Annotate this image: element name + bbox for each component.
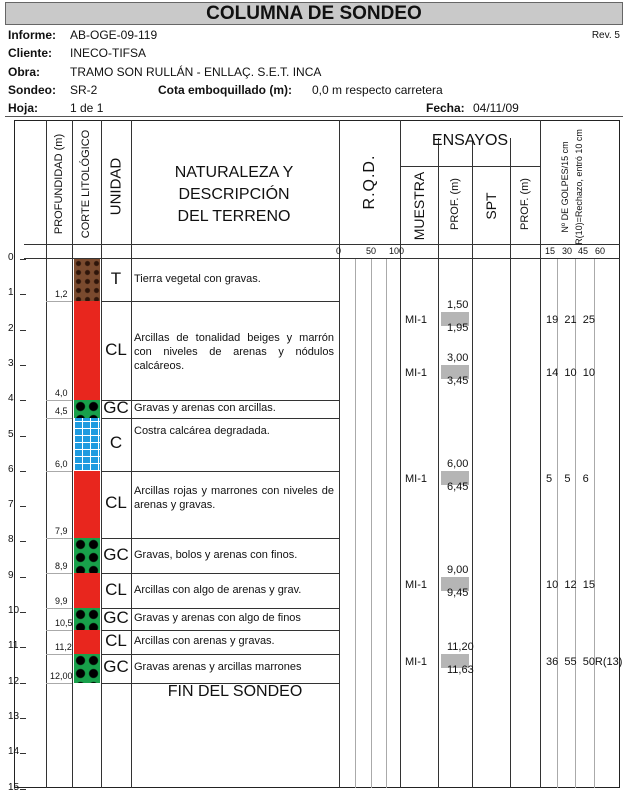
sample-bottom-depth: 3,45: [447, 374, 469, 387]
unit-label: CL: [105, 493, 127, 513]
depth-tick-mark: [20, 259, 26, 260]
sample-top-depth: 6,00: [447, 457, 469, 470]
layer-depth-line: [46, 630, 72, 631]
sample-type: MI-1: [405, 656, 427, 669]
layer-description: Gravas arenas y arcillas marrones: [134, 661, 302, 674]
cliente-label: Cliente:: [8, 46, 53, 60]
lithology-layer: [74, 259, 100, 301]
lithology-layer: [74, 471, 100, 538]
layer-boundary: [101, 630, 339, 631]
naturaleza-header-line1: NATURALEZA Y DESCRIPCIÓN: [174, 164, 294, 203]
depth-tick-mark: [20, 718, 26, 719]
layer-description: Gravas y arenas con arcillas.: [134, 402, 276, 415]
spt-blows: 14 10 10: [546, 366, 595, 379]
depth-tick: 5: [8, 428, 14, 440]
sample-top-depth: 11,20: [447, 641, 474, 654]
layer-depth-label: 12,00: [50, 670, 73, 681]
layer-depth-line: [46, 573, 72, 574]
lithology-layer: [74, 538, 100, 573]
unit-label: CL: [105, 631, 127, 650]
spt-blows: 19 21 25: [546, 313, 595, 326]
fecha-value: 04/11/09: [473, 101, 519, 115]
cota-value: 0,0 m respecto carretera: [312, 83, 443, 97]
lithology-layer: [74, 400, 100, 418]
depth-tick-mark: [20, 612, 26, 613]
layer-boundary: [101, 301, 339, 302]
prof1-header: PROF. (m): [449, 178, 461, 230]
layer-description: Arcillas de tonalidad beiges y marrón con niveles de arenas y nódulos calcáreos.: [134, 331, 334, 372]
sample-top-depth: 3,00: [447, 351, 469, 364]
depth-tick-mark: [20, 753, 26, 754]
layer-depth-line: [46, 608, 72, 609]
depth-tick: 14: [8, 746, 20, 758]
depth-tick-mark: [20, 294, 26, 295]
golpes-scale-30: 30: [562, 246, 573, 256]
sondeo-label: Sondeo:: [8, 83, 56, 97]
spt-blows: 36 55 50R(13): [546, 656, 623, 669]
depth-tick: 10: [8, 605, 20, 616]
layer-depth-line: [46, 471, 72, 472]
layer-boundary: [101, 573, 339, 574]
layer-depth-label: 9,9: [55, 596, 68, 607]
depth-tick: 0: [8, 252, 14, 263]
depth-tick: 1: [8, 287, 14, 299]
rqd-scale-0: 0: [336, 246, 342, 256]
unit-label: GC: [103, 398, 129, 418]
muestra-header: MUESTRA: [411, 171, 427, 241]
ensayos-header: ENSAYOS: [431, 132, 509, 149]
unit-label: GC: [103, 657, 129, 677]
golpes-scale-60: 60: [595, 246, 606, 256]
rqd-scale-100: 100: [389, 246, 405, 256]
depth-tick-mark: [20, 577, 26, 578]
depth-tick-mark: [20, 789, 26, 790]
layer-boundary: [101, 538, 339, 539]
layer-description: Gravas y arenas con algo de finos: [134, 612, 301, 625]
naturaleza-header-line2: DEL TERRENO: [177, 208, 291, 225]
layer-description: Arcillas con algo de arenas y grav.: [134, 583, 302, 596]
layer-boundary: [101, 608, 339, 609]
depth-tick: 11: [8, 640, 19, 652]
depth-tick: 8: [8, 534, 14, 546]
unit-label: GC: [103, 544, 129, 564]
sample-type: MI-1: [405, 366, 427, 379]
cota-label: Cota emboquillado (m):: [158, 83, 292, 97]
informe-value: AB-OGE-09-119: [70, 28, 158, 42]
lithology-layer: [74, 301, 100, 400]
unit-label: CL: [105, 579, 127, 599]
layer-depth-line: [46, 654, 72, 655]
sample-bottom-depth: 9,45: [447, 586, 469, 599]
layer-description: Arcillas con arenas y gravas.: [134, 635, 275, 647]
layer-depth-line: [46, 418, 72, 419]
unidad-header: UNIDAD: [107, 157, 125, 216]
lithology-layer: [74, 573, 100, 608]
depth-tick-mark: [20, 541, 26, 542]
fin-sondeo: FIN DEL SONDEO: [167, 683, 303, 700]
depth-tick-mark: [20, 506, 26, 507]
layer-depth-label: 7,9: [55, 525, 68, 536]
profundidad-header: PROFUNDIDAD (m): [53, 133, 65, 235]
depth-tick-mark: [20, 436, 26, 437]
golpes-scale-15: 15: [545, 246, 556, 256]
spt-blows: 5 5 6: [546, 472, 589, 485]
unit-label: C: [109, 433, 123, 453]
layer-description: Arcillas rojas y marrones con niveles de arenas y gravas.: [134, 485, 334, 512]
layer-boundary: [101, 418, 339, 419]
rechazo-header: R(10)=Rechazo, entró 10 cm: [574, 129, 584, 245]
lithology-layer: [74, 608, 100, 629]
lithology-layer: [74, 630, 100, 655]
layer-depth-label: 4,5: [55, 405, 68, 416]
layer-depth-line: [46, 400, 72, 401]
sample-bottom-depth: 11,63: [447, 663, 474, 676]
golpes-scale-45: 45: [578, 246, 589, 256]
sample-type: MI-1: [405, 472, 427, 485]
layer-boundary: [101, 471, 339, 472]
depth-tick: 2: [8, 322, 14, 334]
depth-tick-mark: [20, 647, 26, 648]
layer-depth-label: 10,5: [55, 617, 73, 628]
lithology-layer: [74, 654, 100, 682]
rqd-header: R.Q.D.: [361, 154, 378, 210]
layer-depth-label: 4,0: [55, 388, 68, 399]
corte-header: CORTE LITOLÓGICO: [80, 129, 92, 239]
fecha-label: Fecha:: [426, 101, 465, 115]
naturaleza-header: [134, 162, 334, 228]
layer-depth-label: 11,2: [55, 642, 72, 653]
sample-type: MI-1: [405, 578, 427, 591]
unit-label: T: [110, 269, 122, 289]
unit-label: GC: [103, 608, 129, 628]
cliente-value: INECO-TIFSA: [70, 46, 147, 60]
prof2-header: PROF. (m): [519, 178, 531, 230]
spt-blows: 10 12 15: [546, 578, 595, 591]
sample-top-depth: 9,00: [447, 563, 469, 576]
lithology-layer: [74, 418, 100, 471]
depth-tick: 6: [8, 463, 14, 475]
depth-tick-mark: [20, 365, 26, 366]
depth-tick: 13: [8, 710, 20, 722]
layer-depth-line: [46, 301, 72, 302]
depth-tick: 9: [8, 569, 14, 581]
revision: Rev. 5: [591, 30, 620, 41]
sample-top-depth: 1,50: [447, 298, 469, 311]
layer-description: Tierra vegetal con gravas.: [134, 273, 261, 286]
obra-label: Obra:: [8, 65, 41, 79]
layer-depth-label: 8,9: [55, 561, 68, 572]
depth-tick: 7: [8, 499, 14, 511]
sample-bottom-depth: 6,45: [447, 480, 469, 493]
hoja-label: Hoja:: [8, 101, 38, 115]
page-title: COLUMNA DE SONDEO: [5, 2, 623, 25]
layer-description: Costra calcárea degradada.: [134, 425, 270, 438]
layer-depth-label: 1,2: [55, 289, 68, 300]
informe-label: Informe:: [8, 28, 56, 42]
depth-tick-mark: [20, 471, 26, 472]
layer-boundary: [101, 654, 339, 655]
layer-depth-line: [46, 538, 72, 539]
golpes-header: Nº DE GOLPES/15 cm: [560, 141, 570, 233]
sample-bottom-depth: 1,95: [447, 321, 469, 334]
sample-type: MI-1: [405, 313, 427, 326]
layer-description: Gravas, bolos y arenas con finos.: [134, 548, 298, 561]
sondeo-value: SR-2: [70, 83, 98, 97]
depth-tick-mark: [20, 683, 26, 684]
layer-depth-label: 6,0: [55, 458, 68, 469]
unit-label: CL: [105, 339, 127, 359]
hoja-value: 1 de 1: [70, 101, 104, 115]
depth-tick: 12: [8, 675, 20, 687]
depth-tick: 3: [8, 357, 14, 369]
rqd-scale-50: 50: [366, 246, 377, 256]
depth-tick: 4: [8, 393, 14, 405]
depth-tick-mark: [20, 400, 26, 401]
obra-value: TRAMO SON RULLÁN - ENLLAÇ. S.E.T. INCA: [70, 65, 322, 79]
spt-header: SPT: [483, 192, 499, 220]
depth-tick-mark: [20, 330, 26, 331]
layer-depth-line: [46, 683, 72, 684]
depth-tick: 15: [8, 781, 20, 793]
